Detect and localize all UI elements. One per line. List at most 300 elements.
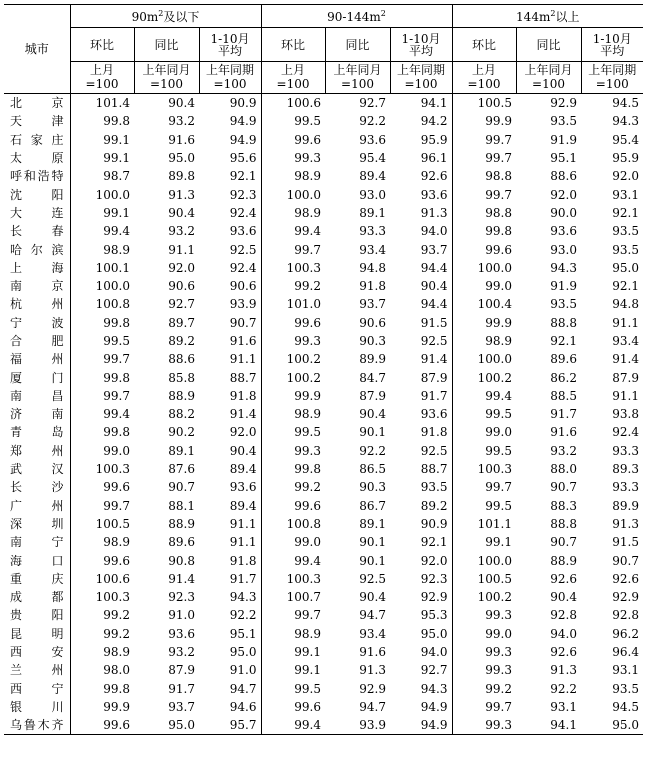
index-value: 92.0 [199, 423, 261, 441]
index-value: 92.8 [550, 608, 577, 623]
index-value: 99.5 [294, 425, 321, 440]
index-value: 100.8 [286, 516, 321, 531]
index-value: 93.1 [612, 187, 639, 202]
index-value: 99.7 [485, 151, 512, 166]
index-value: 88.7 [199, 368, 261, 386]
index-value: 91.1 [612, 315, 639, 330]
index-value: 99.7 [485, 480, 512, 495]
index-value: 93.4 [359, 626, 386, 641]
table-row [4, 368, 643, 386]
index-value: 88.1 [168, 498, 195, 513]
index-value: 99.6 [103, 553, 130, 568]
price-index-table-container [4, 4, 643, 735]
index-value: 99.4 [261, 716, 325, 735]
index-value: 99.7 [294, 242, 321, 257]
index-value: 92.4 [199, 259, 261, 277]
table-row [4, 387, 643, 405]
index-value: 100.2 [286, 352, 321, 367]
index-value: 84.7 [359, 370, 386, 385]
yoy-header: 同比 [325, 28, 390, 62]
index-value: 87.6 [168, 462, 195, 477]
city-name: 海口 [4, 551, 70, 569]
index-value: 98.9 [294, 407, 321, 422]
index-value: 91.3 [612, 516, 639, 531]
index-value: 100.6 [95, 571, 130, 586]
index-value: 95.1 [199, 625, 261, 643]
table-row [4, 606, 643, 624]
index-value: 99.8 [294, 462, 321, 477]
city-name: 重庆 [4, 570, 70, 588]
index-value: 92.2 [550, 681, 577, 696]
index-value: 95.0 [199, 643, 261, 661]
index-value: 99.6 [294, 132, 321, 147]
index-value: 91.7 [168, 681, 195, 696]
index-value: 98.9 [294, 626, 321, 641]
index-value: 99.5 [103, 334, 130, 348]
index-value: 90.4 [199, 442, 261, 460]
index-value: 99.1 [103, 132, 130, 147]
index-value: 91.4 [199, 405, 261, 423]
table-row [4, 515, 643, 533]
index-value: 92.5 [359, 571, 386, 586]
index-value: 91.0 [199, 661, 261, 679]
index-value: 93.9 [325, 716, 390, 735]
index-value: 91.7 [199, 570, 261, 588]
city-name: 大连 [4, 204, 70, 222]
index-value: 93.4 [359, 242, 386, 257]
index-value: 92.9 [359, 681, 386, 696]
table-row [4, 551, 643, 569]
table-row [4, 277, 643, 295]
index-value: 91.7 [390, 387, 452, 405]
index-value: 89.2 [168, 334, 195, 348]
index-value: 90.0 [550, 205, 577, 220]
base-last-month: 上月 =100 [452, 62, 516, 94]
index-value: 93.6 [168, 626, 195, 641]
index-value: 100.8 [95, 297, 130, 312]
index-value: 99.7 [485, 187, 512, 202]
index-value: 90.7 [612, 553, 639, 568]
city-name: 北京 [4, 94, 70, 113]
table-row [4, 295, 643, 313]
index-value: 100.0 [95, 279, 130, 294]
index-value: 98.9 [294, 205, 321, 220]
city-name: 长沙 [4, 478, 70, 496]
index-value: 86.7 [359, 498, 386, 513]
index-value: 91.5 [390, 314, 452, 332]
index-value: 91.1 [199, 350, 261, 368]
index-value: 99.7 [294, 608, 321, 623]
index-value: 94.9 [199, 112, 261, 130]
city-name: 南京 [4, 277, 70, 295]
index-value: 99.0 [485, 626, 512, 641]
index-value: 88.6 [168, 352, 195, 367]
index-value: 99.5 [294, 681, 321, 696]
table-row [4, 185, 643, 203]
index-value: 100.0 [477, 553, 512, 568]
index-value: 99.8 [103, 114, 130, 129]
index-value: 87.9 [168, 663, 195, 678]
index-value: 91.4 [390, 350, 452, 368]
city-name: 成都 [4, 588, 70, 606]
index-value: 93.5 [550, 114, 577, 129]
index-value: 93.8 [612, 407, 639, 422]
index-value: 99.8 [103, 370, 130, 385]
index-value: 93.2 [168, 114, 195, 129]
group-header-small: $90m^2$及以下 [70, 5, 261, 28]
index-value: 98.9 [103, 645, 130, 660]
city-name: 济南 [4, 405, 70, 423]
table-row [4, 625, 643, 643]
index-value: 89.7 [168, 315, 195, 330]
index-value: 99.3 [294, 443, 321, 458]
index-value: 94.3 [390, 680, 452, 698]
index-value: 100.2 [477, 370, 512, 385]
table-row [4, 698, 643, 716]
table-row [4, 423, 643, 441]
index-value: 91.0 [168, 608, 195, 623]
index-value: 99.1 [103, 151, 130, 166]
index-value: 100.3 [286, 260, 321, 275]
table-row [4, 716, 643, 735]
index-value: 92.4 [612, 425, 639, 440]
index-value: 100.2 [286, 370, 321, 385]
base-same-month-last-year: 上年同月 =100 [516, 62, 581, 94]
index-value: 90.4 [550, 590, 577, 605]
index-value: 89.2 [390, 497, 452, 515]
table-row [4, 570, 643, 588]
index-value: 99.5 [485, 498, 512, 513]
index-value: 95.0 [390, 625, 452, 643]
table-row [4, 94, 643, 113]
index-value: 91.1 [612, 388, 639, 403]
base-header-row [4, 62, 643, 94]
index-value: 89.1 [168, 443, 195, 458]
index-value: 89.1 [359, 205, 386, 220]
index-value: 100.3 [95, 590, 130, 605]
index-value: 96.4 [612, 645, 639, 660]
index-value: 93.5 [550, 297, 577, 312]
index-value: 91.6 [199, 332, 261, 350]
index-value: 95.3 [390, 606, 452, 624]
index-value: 100.3 [286, 571, 321, 586]
table-row [4, 222, 643, 240]
base-same-month-last-year: 上年同月 =100 [325, 62, 390, 94]
index-value: 91.1 [199, 533, 261, 551]
index-value: 92.9 [390, 588, 452, 606]
table-row [4, 112, 643, 130]
index-value: 90.9 [199, 94, 261, 113]
table-row [4, 167, 643, 185]
index-value: 101.4 [95, 96, 130, 111]
index-value: 91.6 [168, 132, 195, 147]
table-row [4, 643, 643, 661]
index-value: 87.9 [359, 388, 386, 403]
index-value: 91.8 [199, 387, 261, 405]
index-value: 99.1 [294, 663, 321, 678]
index-value: 93.3 [612, 443, 639, 458]
index-value: 90.6 [168, 279, 195, 294]
index-value: 93.2 [168, 645, 195, 660]
index-value: 99.7 [485, 132, 512, 147]
index-value: 94.7 [359, 699, 386, 714]
index-value: 99.3 [485, 608, 512, 623]
table-row [4, 149, 643, 167]
index-value: 99.4 [485, 388, 512, 403]
index-value: 99.8 [485, 224, 512, 239]
yoy-header: 同比 [516, 28, 581, 62]
index-value: 99.3 [294, 151, 321, 166]
city-name: 昆明 [4, 625, 70, 643]
index-value: 99.7 [103, 498, 130, 513]
index-value: 95.0 [168, 151, 195, 166]
index-value: 86.2 [550, 370, 577, 385]
index-value: 91.9 [550, 279, 577, 294]
index-value: 92.7 [359, 96, 386, 111]
index-value: 91.8 [359, 279, 386, 294]
index-value: 101.0 [286, 297, 321, 312]
index-value: 91.6 [550, 425, 577, 440]
index-value: 89.4 [199, 497, 261, 515]
table-row [4, 314, 643, 332]
index-value: 90.2 [168, 425, 195, 440]
table-row [4, 533, 643, 551]
index-value: 88.9 [550, 553, 577, 568]
index-value: 99.5 [485, 407, 512, 422]
index-value: 98.7 [103, 169, 130, 184]
ytd-average-header: 1-10月 平均 [199, 28, 261, 62]
index-value: 95.4 [612, 132, 639, 147]
index-value: 92.8 [612, 608, 639, 623]
index-value: 90.1 [359, 553, 386, 568]
index-value: 100.5 [95, 516, 130, 531]
index-value: 93.5 [612, 242, 639, 257]
index-value: 88.0 [550, 462, 577, 477]
index-value: 90.4 [359, 407, 386, 422]
index-value: 99.2 [294, 279, 321, 294]
index-value: 93.3 [359, 224, 386, 239]
index-value: 92.2 [199, 606, 261, 624]
index-value: 92.2 [359, 114, 386, 129]
table-row [4, 478, 643, 496]
index-value: 94.9 [199, 131, 261, 149]
index-value: 94.1 [516, 716, 581, 735]
index-value: 92.7 [390, 661, 452, 679]
index-value: 98.9 [485, 334, 512, 348]
table-header [4, 5, 643, 94]
index-value: 93.9 [199, 295, 261, 313]
index-value: 99.5 [485, 443, 512, 458]
index-value: 99.6 [485, 242, 512, 257]
index-value: 94.8 [612, 297, 639, 312]
index-value: 100.0 [477, 352, 512, 367]
index-value: 99.9 [485, 315, 512, 330]
index-value: 99.1 [294, 645, 321, 660]
city-name: 银川 [4, 698, 70, 716]
index-value: 91.8 [390, 423, 452, 441]
index-value: 100.0 [95, 187, 130, 202]
index-value: 88.9 [168, 516, 195, 531]
table-row [4, 588, 643, 606]
index-value: 90.4 [168, 96, 195, 111]
index-value: 92.3 [168, 590, 195, 605]
index-value: 94.0 [390, 222, 452, 240]
index-value: 99.0 [103, 443, 130, 458]
index-value: 95.0 [612, 260, 639, 275]
index-value: 91.5 [612, 535, 639, 550]
index-value: 89.6 [168, 535, 195, 550]
index-value: 92.6 [550, 645, 577, 660]
index-value: 95.0 [581, 716, 643, 735]
index-value: 93.4 [612, 334, 639, 348]
index-value: 98.9 [103, 242, 130, 257]
index-value: 90.4 [390, 277, 452, 295]
index-value: 98.0 [103, 663, 130, 678]
index-value: 92.3 [390, 570, 452, 588]
index-value: 88.8 [550, 315, 577, 330]
index-value: 93.5 [612, 681, 639, 696]
city-name: 厦门 [4, 368, 70, 386]
city-name: 上海 [4, 259, 70, 277]
index-value: 91.7 [550, 407, 577, 422]
index-value: 90.7 [550, 535, 577, 550]
index-value: 88.7 [390, 460, 452, 478]
table-row [4, 497, 643, 515]
city-name: 合肥 [4, 332, 70, 350]
city-name: 郑州 [4, 442, 70, 460]
index-value: 93.0 [359, 187, 386, 202]
index-value: 93.5 [390, 478, 452, 496]
city-name: 天津 [4, 112, 70, 130]
city-name: 武汉 [4, 460, 70, 478]
housing-price-index-table [4, 4, 643, 735]
index-value: 95.9 [390, 131, 452, 149]
index-value: 101.1 [477, 516, 512, 531]
index-value: 99.9 [485, 114, 512, 129]
index-value: 99.7 [103, 352, 130, 367]
index-value: 92.7 [168, 297, 195, 312]
index-value: 99.4 [294, 553, 321, 568]
index-value: 93.7 [359, 297, 386, 312]
index-value: 95.7 [199, 716, 261, 735]
index-value: 90.6 [199, 277, 261, 295]
index-value: 90.1 [359, 425, 386, 440]
index-value: 95.9 [612, 151, 639, 166]
index-value: 94.4 [390, 295, 452, 313]
index-value: 99.6 [70, 716, 134, 735]
index-value: 91.6 [359, 645, 386, 660]
index-value: 95.4 [359, 151, 386, 166]
index-value: 91.8 [199, 551, 261, 569]
index-value: 99.3 [485, 663, 512, 678]
index-value: 100.4 [477, 297, 512, 312]
table-row [4, 680, 643, 698]
index-value: 90.3 [359, 480, 386, 495]
index-value: 91.3 [168, 187, 195, 202]
index-value: 92.5 [390, 332, 452, 350]
index-value: 93.6 [390, 185, 452, 203]
index-value: 98.9 [103, 535, 130, 550]
index-value: 93.1 [550, 699, 577, 714]
city-name: 太原 [4, 149, 70, 167]
index-value: 96.2 [612, 626, 639, 641]
index-value: 85.8 [168, 370, 195, 385]
index-value: 91.3 [359, 663, 386, 678]
index-value: 99.7 [485, 699, 512, 714]
index-value: 92.1 [550, 334, 577, 348]
index-value: 100.0 [286, 187, 321, 202]
index-value: 88.5 [550, 388, 577, 403]
city-name: 长春 [4, 222, 70, 240]
group-header-medium: $90-144m^2$ [261, 5, 452, 28]
sub-header-row [4, 28, 643, 62]
index-value: 93.6 [390, 405, 452, 423]
index-value: 94.0 [390, 643, 452, 661]
index-value: 88.8 [550, 516, 577, 531]
city-name: 沈阳 [4, 185, 70, 203]
index-value: 93.2 [550, 443, 577, 458]
index-value: 94.2 [390, 112, 452, 130]
index-value: 98.9 [294, 169, 321, 184]
index-value: 92.6 [612, 571, 639, 586]
table-body [4, 94, 643, 735]
table-row [4, 661, 643, 679]
table-row [4, 442, 643, 460]
index-value: 94.6 [199, 698, 261, 716]
index-value: 94.7 [199, 680, 261, 698]
city-name: 南宁 [4, 533, 70, 551]
index-value: 92.4 [199, 204, 261, 222]
index-value: 94.9 [390, 698, 452, 716]
index-value: 93.6 [550, 224, 577, 239]
index-value: 99.3 [485, 645, 512, 660]
index-value: 99.7 [103, 388, 130, 403]
mom-header: 环比 [452, 28, 516, 62]
index-value: 99.3 [294, 334, 321, 348]
city-name: 哈尔滨 [4, 240, 70, 258]
index-value: 89.6 [550, 352, 577, 367]
index-value: 93.5 [612, 224, 639, 239]
city-name: 乌鲁木齐 [4, 716, 70, 735]
index-value: 92.0 [168, 260, 195, 275]
index-value: 89.9 [612, 498, 639, 513]
index-value: 100.5 [477, 571, 512, 586]
index-value: 93.3 [612, 480, 639, 495]
index-value: 89.4 [199, 460, 261, 478]
index-value: 95.1 [550, 151, 577, 166]
index-value: 99.1 [103, 205, 130, 220]
city-name: 贵阳 [4, 606, 70, 624]
index-value: 95.0 [134, 716, 199, 735]
index-value: 91.1 [168, 242, 195, 257]
index-value: 99.8 [103, 425, 130, 440]
city-name: 青岛 [4, 423, 70, 441]
index-value: 99.2 [103, 608, 130, 623]
index-value: 88.9 [168, 388, 195, 403]
index-value: 99.4 [103, 407, 130, 422]
index-value: 99.5 [294, 114, 321, 129]
index-value: 89.3 [612, 462, 639, 477]
city-name: 广州 [4, 497, 70, 515]
city-name: 兰州 [4, 661, 70, 679]
index-value: 88.6 [550, 169, 577, 184]
index-value: 90.1 [359, 535, 386, 550]
index-value: 94.5 [612, 96, 639, 111]
index-value: 92.6 [390, 167, 452, 185]
city-name: 宁波 [4, 314, 70, 332]
index-value: 99.6 [294, 315, 321, 330]
index-value: 94.5 [612, 699, 639, 714]
